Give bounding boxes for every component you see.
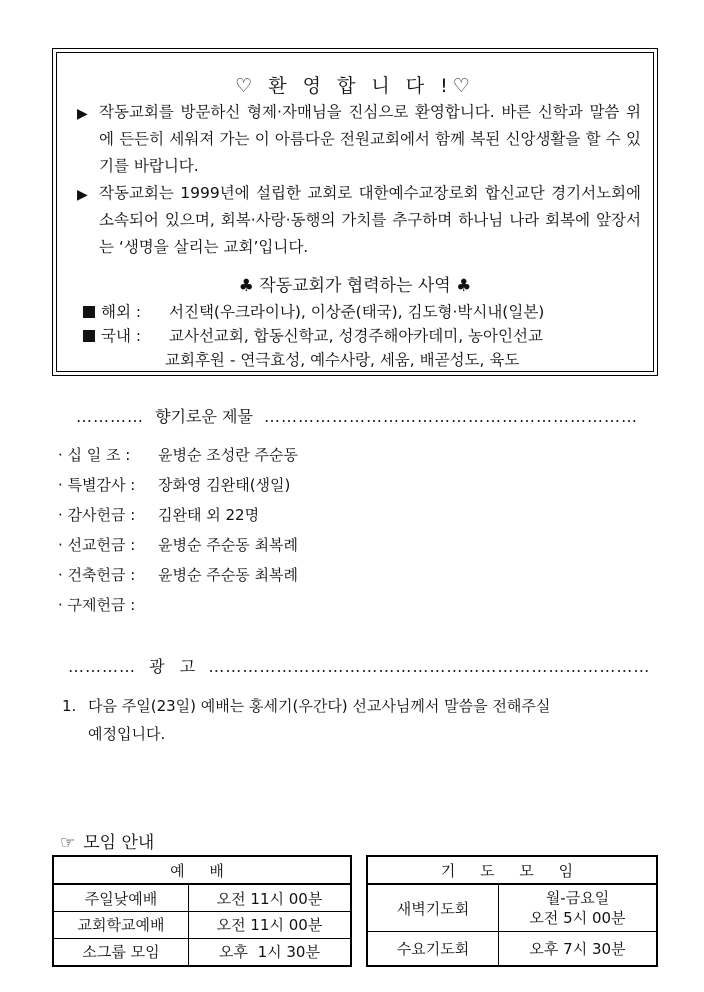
offering-value: 윤병순 주순동 최복례 <box>158 536 298 554</box>
worship-name: 주일낮예배 <box>53 884 189 912</box>
welcome-box-inner <box>56 52 654 372</box>
welcome-title: ♡ 환 영 합 니 다 !♡ <box>235 75 475 97</box>
offering-label: · 십 일 조 : <box>58 446 131 464</box>
dotted-leader: ………… <box>68 657 136 676</box>
notice-number: 1. <box>62 697 77 715</box>
meetings-schedule <box>52 855 658 967</box>
prayer-time: 오후 7시 30분 <box>499 932 658 967</box>
offerings-heading: 향기로운 제물 <box>155 407 253 426</box>
triangle-bullet-icon: ▶ <box>77 106 88 122</box>
offering-value: 장화영 김완태(생일) <box>158 476 291 494</box>
offering-value: 윤병순 주순동 최복례 <box>158 566 298 584</box>
welcome-paragraph <box>77 99 641 180</box>
welcome-paragraph-text: 작동교회를 방문하신 형제·자매님을 진심으로 환영합니다. 바른 신학과 말씀 위에 든든히 세워져 가는 이 아름다운 전원교회에서 함께 복된 신앙생활을 할 수 있기를 바랍니다. <box>99 103 641 175</box>
meetings-title: 모임 안내 <box>83 833 155 853</box>
worship-time: 오전 11시 00분 <box>189 912 352 939</box>
triangle-bullet-icon: ▶ <box>77 187 88 203</box>
offerings-heading-row <box>76 404 638 427</box>
dotted-leader: ………………………………………………………… <box>264 407 639 426</box>
offering-item <box>58 564 298 585</box>
dotted-leader: …………………………………………………………………… <box>208 657 651 676</box>
ministry-label: 해외 : <box>101 303 142 321</box>
prayer-days: 월-금요일 <box>545 889 610 907</box>
offering-label: · 건축헌금 : <box>58 566 136 584</box>
welcome-box <box>52 48 658 376</box>
worship-name: 교회학교예배 <box>53 912 189 939</box>
notice-text: 다음 주일(23일) 예배는 홍세기(우간다) 선교사님께서 말씀을 전해주실 <box>88 697 551 715</box>
offering-label: · 감사헌금 : <box>58 506 136 524</box>
notice-item <box>62 692 662 748</box>
ministry-overseas <box>83 301 643 323</box>
worship-time: 오후 1시 30분 <box>189 938 352 966</box>
offering-label: · 구제헌금 : <box>58 596 136 614</box>
church-intro-paragraph <box>77 180 641 261</box>
ministry-label: 국내 : <box>101 327 142 345</box>
worship-time: 오전 11시 00분 <box>189 884 352 912</box>
ministry-content: 서진택(우크라이나), 이상준(태국), 김도형·박시내(일본) <box>169 303 545 321</box>
prayer-name: 수요기도회 <box>367 932 499 967</box>
offering-label: · 특별감사 : <box>58 476 136 494</box>
ministry-title: ♣ 작동교회가 협력하는 사역 ♣ <box>238 276 472 296</box>
worship-name: 소그룹 모임 <box>53 938 189 966</box>
offering-value: 김완태 외 22명 <box>158 506 260 524</box>
worship-header: 예 배 <box>53 856 351 884</box>
ministry-content: 교사선교회, 합동신학교, 성경주해아카데미, 농아인선교 <box>169 327 543 345</box>
ministry-domestic <box>83 325 643 347</box>
prayer-table <box>366 855 658 967</box>
offering-item <box>58 474 290 495</box>
worship-table <box>52 855 352 967</box>
offering-item <box>58 534 298 555</box>
notice-text-continued: 예정입니다. <box>88 725 166 743</box>
prayer-name: 새벽기도회 <box>367 884 499 932</box>
offering-item <box>58 594 158 615</box>
offering-item <box>58 504 259 525</box>
church-intro-text: 작동교회는 1999년에 설립한 교회로 대한예수교장로회 합신교단 경기서노회에 소속되어 있으며, 회복·사랑·동행의 가치를 추구하며 하나님 나라 회복에 앞장서는 ‘생명을 살리는 교회’입니다. <box>99 184 641 256</box>
prayer-hour: 오전 5시 00분 <box>529 909 626 927</box>
dotted-leader: ………… <box>76 407 144 426</box>
square-bullet-icon <box>83 306 95 318</box>
offering-value: 윤병순 조성란 주순동 <box>158 446 298 464</box>
pointing-hand-icon: ☞ <box>60 833 76 853</box>
prayer-header: 기 도 모 임 <box>367 856 657 884</box>
ministry-domestic-continued: 교회후원 - 연극효성, 예수사랑, 세움, 배곧성도, 육도 <box>165 351 520 369</box>
prayer-time <box>499 884 658 932</box>
notices-heading: 광 고 <box>149 657 196 676</box>
meetings-heading <box>60 828 154 853</box>
notices-heading-row <box>68 654 650 677</box>
square-bullet-icon <box>83 330 95 342</box>
offering-label: · 선교헌금 : <box>58 536 136 554</box>
offering-item <box>58 444 298 465</box>
